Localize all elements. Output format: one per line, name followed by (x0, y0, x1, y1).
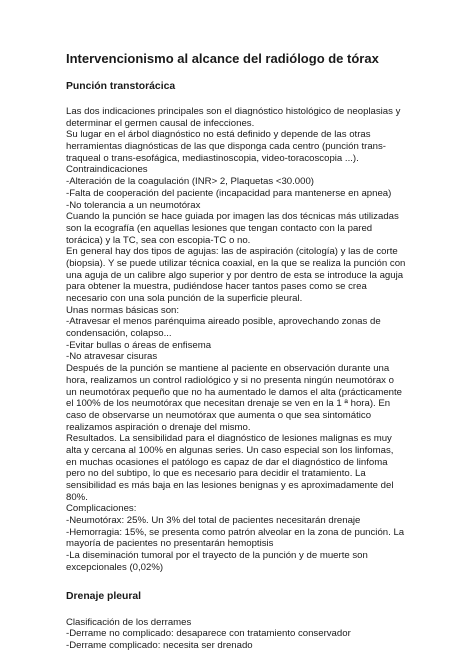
text-line: -La diseminación tumoral por el trayecto de la punción y de muerte son (66, 550, 368, 562)
text-line: son la ecografía (en aquellas lesiones que tengan contacto con la pared (66, 222, 373, 234)
text-line: alta y cercana al 100% en algunas series. Un caso especial son los linfomas, (66, 444, 394, 456)
text-line: condensación, colapso... (66, 328, 172, 340)
text-line: -Derrame complicado: necesita ser drenado (66, 639, 253, 651)
text-line: en muchas ocasiones el patólogo es capaz de dar el diagnóstico de linfoma (66, 456, 388, 468)
text-line: necesario con una sola punción de la superficie pleural. (66, 293, 303, 304)
text-line: 80%. (66, 491, 88, 503)
text-line: Después de la punción se mantiene al paciente en observación durante una (66, 363, 390, 375)
text-line: hora, realizamos un control radiológico y si no presenta ningún neumotórax o (66, 374, 394, 386)
text-line: -Evitar bullas o áreas de enfisema (66, 339, 212, 351)
text-line: En general hay dos tipos de agujas: las de aspiración (citología) y las de corte (66, 246, 398, 258)
text-line: Su lugar en el árbol diagnóstico no está definido y depende de las otras (66, 129, 371, 141)
text-line: -Hemorragia: 15%, se presenta como patrón alveolar en la zona de punción. La (66, 526, 405, 538)
text-line: -Atravesar el menos parénquima aireado posible, aprovechando zonas de (66, 316, 381, 328)
text-line: una aguja de un calibre algo superior y por dentro de esta se introduce la aguja (66, 269, 404, 281)
text-line: el 100% de los neumotórax que necesitan drenaje se ven en la 1 ª hora). En (66, 398, 391, 410)
text-line: -Derrame no complicado: desaparece con tratamiento conservador (66, 628, 351, 640)
text-line: -No atravesar cisuras (66, 351, 158, 363)
text-line: -Falta de cooperación del paciente (incapacidad para mantenerse en apnea) (66, 187, 392, 199)
section-heading-puncion: Punción transtorácica (66, 81, 176, 92)
text-line: -Neumotórax: 25%. Un 3% del total de pacientes necesitarán drenaje (66, 515, 361, 527)
text-line: excepcionales (0,02%) (66, 561, 164, 573)
text-line: traqueal o trans-esofágica, mediastinoscopia, video-toracoscopia ...). (66, 152, 359, 164)
document-title: Intervencionismo al alcance del radiólogo de tórax (66, 51, 379, 66)
document-page (66, 51, 418, 652)
section-spacer (66, 574, 418, 591)
text-line: pero no del subtipo, lo que es necesario para decidir el tratamiento. La (66, 468, 366, 480)
text-line: mayoría de pacientes no presentarán hemoptisis (66, 538, 274, 550)
text-line: sensibilidad es más baja en las lesiones benignas y es aproximadamente del (66, 480, 394, 491)
section-heading-drenaje: Drenaje pleural (66, 590, 142, 602)
text-line: Unas normas básicas son: (66, 304, 180, 316)
text-line: -No tolerancia a un neumotórax (66, 199, 201, 211)
text-line: caso de observarse un neumotórax que aumenta o que sea sintomático (66, 409, 372, 421)
text-line: herramientas diagnósticas de las que disponga cada centro (punción trans- (66, 141, 386, 153)
text-line: Clasificación de los derrames (66, 616, 192, 628)
text-line: (biopsia). Y se puede utilizar técnica coaxial, en la que se realiza la punción con (66, 257, 406, 269)
text-line: determinar el germen causal de infecciones. (66, 117, 255, 129)
text-line: Cuando la punción se hace guiada por imagen las dos técnicas más utilizadas (66, 211, 399, 223)
text-line: realizamos aspiración o drenaje del mismo. (66, 421, 251, 433)
text-line: para obtener la muestra, pudiéndose hacer tantos pases como se crea (66, 281, 367, 293)
text-line: Complicaciones: (66, 503, 137, 515)
text-line: -Alteración de la coagulación (INR> 2, Plaquetas <30.000) (66, 176, 314, 188)
text-line: torácica) y la TC, sea con escopia-TC o no. (66, 234, 251, 246)
text-line: un neumotórax pequeño que no ha aumentado le damos el alta (prácticamente (66, 386, 403, 398)
text-line: Resultados. La sensibilidad para el diagnóstico de lesiones malignas es muy (66, 433, 392, 445)
text-line: Las dos indicaciones principales son el diagnóstico histológico de neoplasias y (66, 106, 401, 117)
section-body-drenaje (66, 617, 418, 652)
section-body-puncion (66, 106, 418, 574)
text-line: Contraindicaciones (66, 164, 148, 176)
